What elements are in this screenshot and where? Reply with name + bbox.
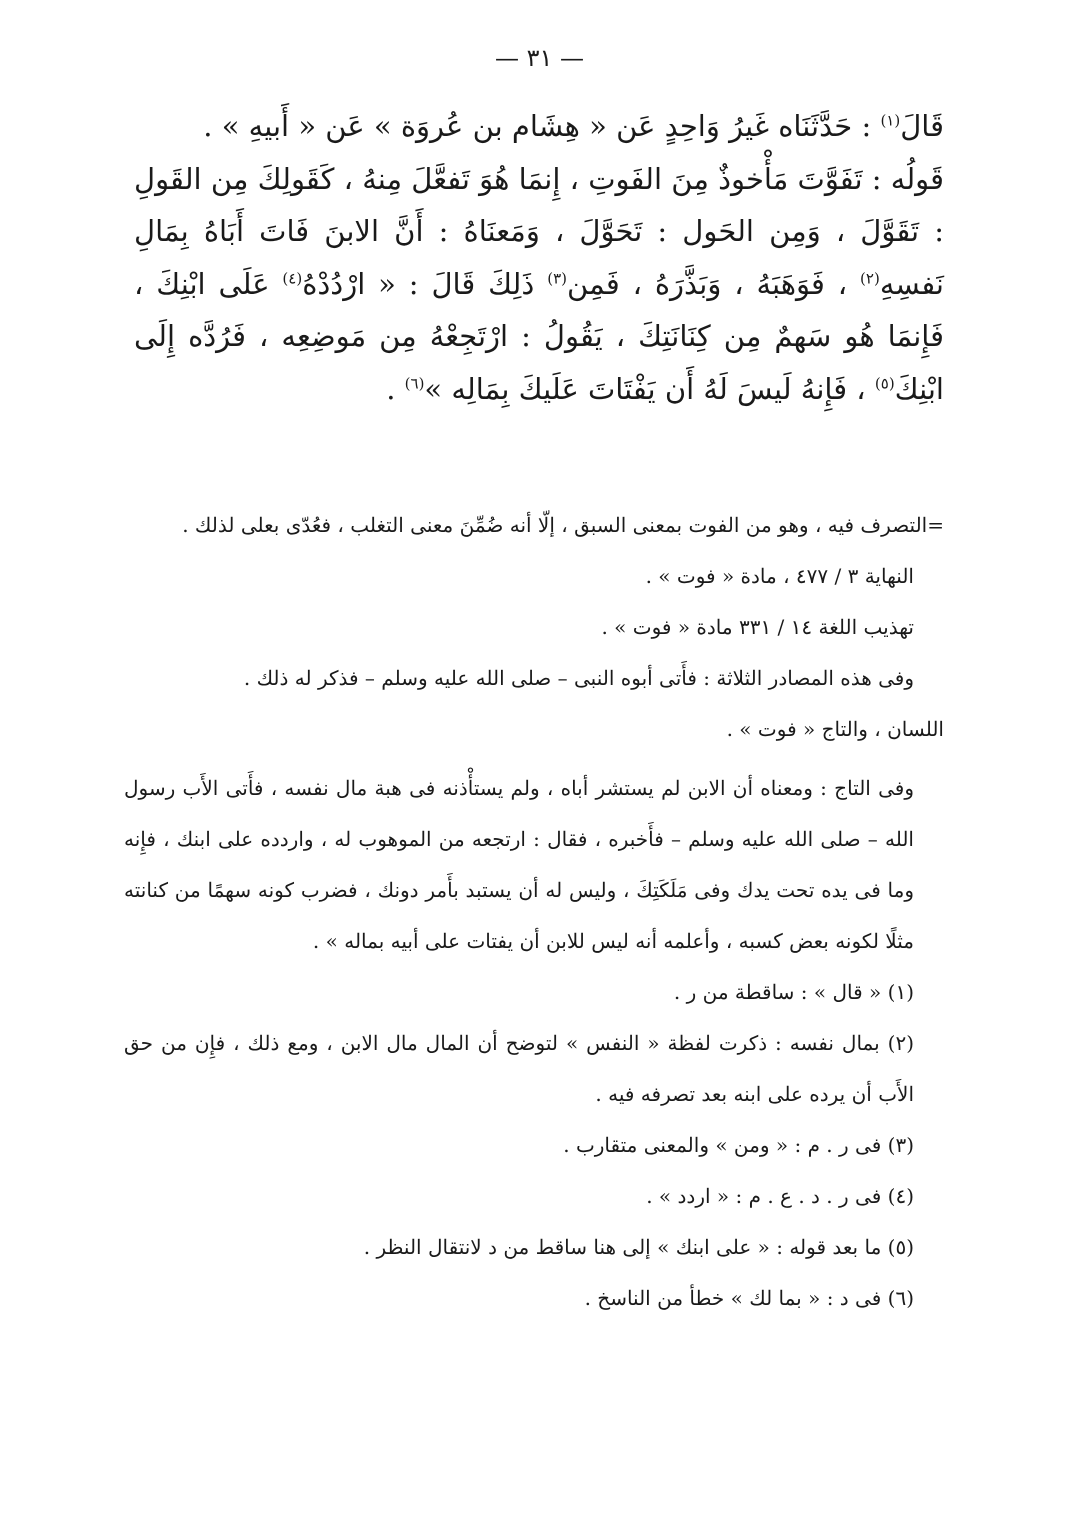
footnote-1: (١) « قال » : ساقطة من ر . bbox=[673, 980, 914, 1004]
footnote-ref-2: (٢) bbox=[860, 268, 880, 287]
footnote-ref-4: (٤) bbox=[282, 268, 303, 287]
footnote-ref-3: (٣) bbox=[547, 268, 567, 287]
main-text bbox=[134, 100, 944, 415]
note-taj-explanation: وفى التاج : ومعناه أن الابن لم يستشر أباه ، ولم يستأْذنه فى هبة مال نفسه ، فأَتى الأَب رسول الله – صلى الله عليه وسلم – فأَخبره ، فقال : ارتجعه من الموهوب له ، واردده على ابنك ، فإِنه وما فى يده تحت يدك وفى مَلَكَتِكَ ، وليس له أن يستبد بأَمر دونك ، فضرب كونه سهمًا من كنانته مثلًا لكونه بعض كسبه ، وأعلمه أنه ليس للابن أن يفتات على أبيه بماله » . bbox=[124, 776, 914, 953]
footnote-6: (٦) فى د : « بما لك » خطأ من الناسخ . bbox=[584, 1286, 914, 1310]
notes-section bbox=[124, 500, 944, 1324]
main-text-segment: قَالَ bbox=[900, 109, 944, 143]
note-source-tahdhib: تهذيب اللغة ١٤ / ٣٣١ مادة « فوت » . bbox=[601, 615, 914, 639]
note-sources-remark: وفى هذه المصادر الثلاثة : فأَتى أبوه النبى – صلى الله عليه وسلم – فذكر له ذلك . bbox=[243, 666, 914, 690]
notes-separator bbox=[134, 486, 944, 487]
footnote-ref-1: (١) bbox=[880, 111, 901, 130]
main-paragraph-2 bbox=[134, 153, 944, 416]
main-text-segment: قَولُه : تَفَوَّتَ مَأْخوذٌ مِنَ الفَوتِ ، إِنمَا هُوَ تَفعَّلَ مِنهُ ، كَقَولِكَ مِن القَولِ : تَقَوَّلَ ، وَمِن الحَول : تَحَوَّلَ ، وَمَعنَاهُ : أَنَّ الابنَ فَاتَ أَبَاهُ بِمَالِ نَفسِهِ bbox=[134, 161, 944, 301]
footnote-4: (٤) فى ر . د . ع . م : « اردد » . bbox=[646, 1184, 914, 1208]
footnote-5: (٥) ما بعد قوله : « على ابنك » إلى هنا ساقط من د لانتقال النظر . bbox=[363, 1235, 914, 1259]
main-text-segment: ، فَوَهَبَهُ ، وَبَذَّرَهُ ، فَمِن bbox=[566, 266, 861, 301]
footnote-2: (٢) بمال نفسه : ذكرت لفظة « النفس » لتوضح أن المال مال الابن ، ومع ذلك ، فإِن من حق الأَب أن يرده على ابنه بعد تصرفه فيه . bbox=[124, 1031, 914, 1106]
main-text-segment: : حَدَّثَنَاه غَيرُ وَاحِدٍ عَن « هِشَام بن عُروَة » عَن « أَبيهِ » . bbox=[203, 109, 881, 143]
footnote-ref-5: (٥) bbox=[874, 373, 895, 392]
page-number: — ٣١ — bbox=[494, 44, 585, 72]
footnote-3: (٣) فى ر . م : « ومن » والمعنى متقارب . bbox=[563, 1133, 914, 1157]
note-source-lisan: اللسان ، والتاج « فوت » . bbox=[726, 717, 944, 741]
main-paragraph-1 bbox=[134, 100, 944, 153]
main-text-segment: عَلَى ابْنِكَ ، فَإِنمَا هُو سَهمٌ مِن كِنَانَتِكَ ، يَقُولُ : ارْتَجِعْهُ مِن مَوضِعِه ، فَرُدَّه إِلَى ابْنِكَ bbox=[134, 266, 944, 406]
main-text-segment: ذَلِكَ قَالَ : « ارْدُدْهُ bbox=[302, 266, 548, 301]
note-source-nihaya: النهاية ٣ / ٤٧٧ ، مادة « فوت » . bbox=[645, 564, 914, 588]
main-text-segment: . bbox=[386, 371, 405, 406]
footnote-ref-6: (٦) bbox=[404, 373, 425, 392]
note-continuation: =التصرف فيه ، وهو من الفوت بمعنى السبق ، إلّا أنه ضُمِّنَ معنى التغلب ، فعُدّى بعلى لذلك . bbox=[182, 513, 944, 537]
main-text-segment: ، فَإِنهُ لَيسَ لَهُ أَن يَفْتَاتَ عَلَيكَ بِمَالِه » bbox=[424, 371, 875, 406]
